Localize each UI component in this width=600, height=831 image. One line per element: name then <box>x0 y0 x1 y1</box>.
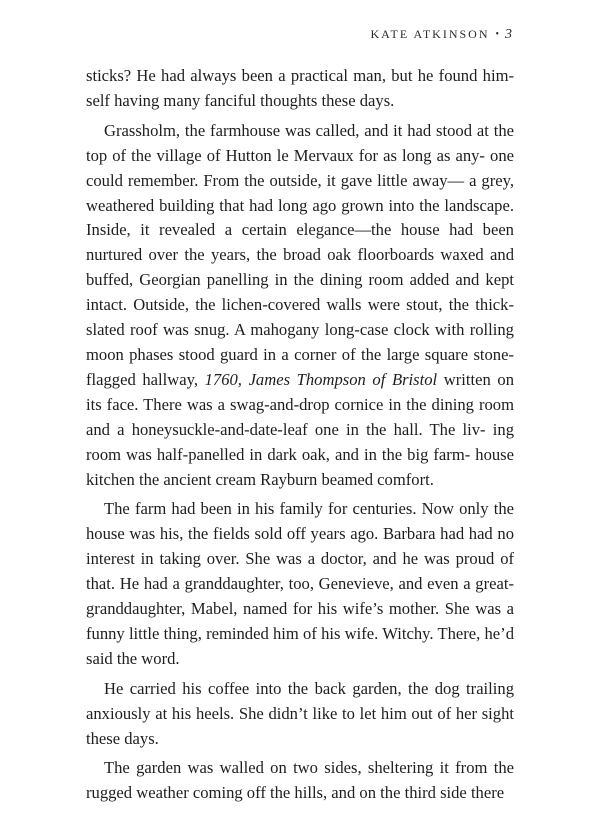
text-line: a grey, weathered building that had long ago grown into the <box>86 170 514 215</box>
text-line: The farm had been in his family for centuries. Now only the <box>104 499 514 519</box>
text-line: The garden was walled on two sides, sheltering it from the <box>104 758 514 778</box>
text-line: ing room was half-panelled in dark oak, and in the big farm- <box>86 419 514 464</box>
text-line: house kitchen the ancient cream Rayburn beamed comfort. <box>86 444 514 489</box>
text-line: kept intact. Outside, the lichen-covered walls were stout, the <box>86 270 514 315</box>
text-line: and buffed, Georgian panelling in the dining room added and <box>86 245 514 290</box>
paragraph-2 <box>86 119 514 493</box>
header-separator: • <box>495 29 499 40</box>
text-line: on its face. There was a swag-and-drop cornice in the dining <box>86 369 515 414</box>
text-line: one could remember. From the outside, it gave little away— <box>86 145 514 190</box>
text-line: great-granddaughter, Mabel, named for his wife’s mother. She <box>86 574 514 619</box>
running-head <box>370 27 512 43</box>
text-line: these days. <box>86 728 159 748</box>
text-line: sticks? He had always been a practical man, but he found him- <box>86 66 514 85</box>
text-line: of that. He had a granddaughter, too, Genevieve, and even a <box>86 549 515 594</box>
paragraph-1 <box>86 64 514 114</box>
text-line: thick-slated roof was snug. A mahogany long-case clock with <box>86 295 514 340</box>
body-text <box>86 64 514 811</box>
paragraph-3 <box>86 497 514 671</box>
text-line: There, he’d said the word. <box>86 623 514 668</box>
text-line: no interest in taking over. She was a doctor, and he was proud <box>86 524 514 569</box>
text-line: He carried his coffee into the back garden, the dog trailing <box>104 678 514 698</box>
text-line: house was his, the fields sold off years ago. Barbara had had <box>86 524 493 544</box>
text-line: Grassholm, the farmhouse was called, and it had stood at <box>104 120 489 140</box>
text-line: stone-flagged hallway, <box>86 344 514 389</box>
text-line: landscape. Inside, it revealed a certain elegance—the house had <box>86 195 514 240</box>
author-name: KATE ATKINSON <box>370 27 490 41</box>
page-number: 3 <box>505 27 512 42</box>
italic-citation: 1760, James Thompson of Bristol <box>204 369 438 389</box>
text-line: self having many fanciful thoughts these days. <box>86 90 395 110</box>
text-line: rolling moon phases stood guard in a corner of the large square <box>86 320 514 364</box>
text-line: been nurtured over the years, the broad oak floorboards waxed <box>86 220 514 265</box>
text-line: rugged weather coming off the hills, and on the third side there <box>86 783 505 803</box>
text-line: anxiously at his heels. She didn’t like to let him out of her sight <box>86 703 514 723</box>
text-line: written <box>437 369 491 389</box>
text-line: the top of the village of Hutton le Mervaux for as long as any- <box>86 120 514 165</box>
text-line: was a funny little thing, reminded him of his wife. Witchy. <box>86 599 514 643</box>
paragraph-5 <box>86 756 514 806</box>
text-line: room and a honeysuckle-and-date-leaf one in the hall. The liv- <box>86 394 514 439</box>
paragraph-4 <box>86 677 514 752</box>
